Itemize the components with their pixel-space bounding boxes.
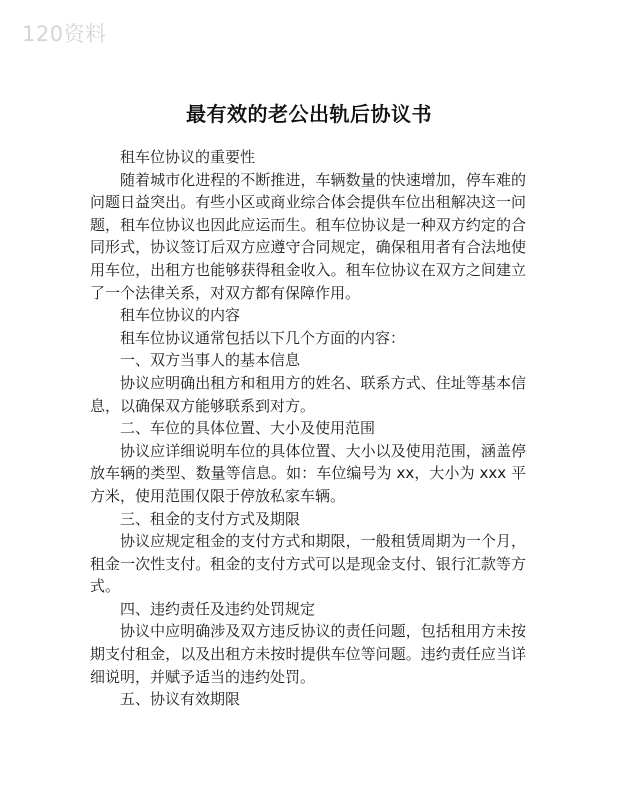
paragraph-parties: 协议应明确出租方和租用方的姓名、联系方式、住址等基本信息，以确保双方能够联系到对方。 [90,373,526,415]
paragraph-breach: 协议中应明确涉及双方违反协议的责任问题，包括租用方未按期支付租金，以及出租方未按时提供车位等问题。违约责任应当详细说明，并赋予适当的违约处罚。 [90,622,526,686]
watermark-logo: 120资料 [22,22,107,46]
paragraph-importance: 随着城市化进程的不断推进，车辆数量的快速增加，停车难的问题日益突出。有些小区或商业综合体会提供车位出租解决这一问题，租车位协议也因此应运而生。租车位协议是一种双方约定的合同形式，协议签订后双方应遵守合同规定，确保租用者有合法地使用车位，出租方也能够获得租金收入。租车位协议在双方之间建立了一个法律关系，对双方都有保障作用。 [90,170,526,302]
item-heading-term: 五、协议有效期限 [120,690,241,709]
item-heading-parties: 一、双方当事人的基本信息 [120,351,301,370]
item-heading-rent: 三、租金的支付方式及期限 [120,509,301,528]
item-heading-location: 二、车位的具体位置、大小及使用范围 [120,419,376,438]
paragraph-content-intro: 租车位协议通常包括以下几个方面的内容： [120,328,406,347]
paragraph-rent: 协议应规定租金的支付方式和期限，一般租赁周期为一个月，租金一次性支付。租金的支付方式可以是现金支付、银行汇款等方式。 [90,532,526,596]
document-title: 最有效的老公出轨后协议书 [186,102,432,126]
section-heading-content: 租车位协议的内容 [120,306,241,325]
section-heading-importance: 租车位协议的重要性 [120,148,256,166]
document-body [90,146,526,711]
paragraph-location: 协议应详细说明车位的具体位置、大小以及使用范围，涵盖停放车辆的类型、数量等信息。如：车位编号为 xx，大小为 xxx 平方米，使用范围仅限于停放私家车辆。 [90,441,526,505]
item-heading-breach: 四、违约责任及违约处罚规定 [120,599,316,618]
